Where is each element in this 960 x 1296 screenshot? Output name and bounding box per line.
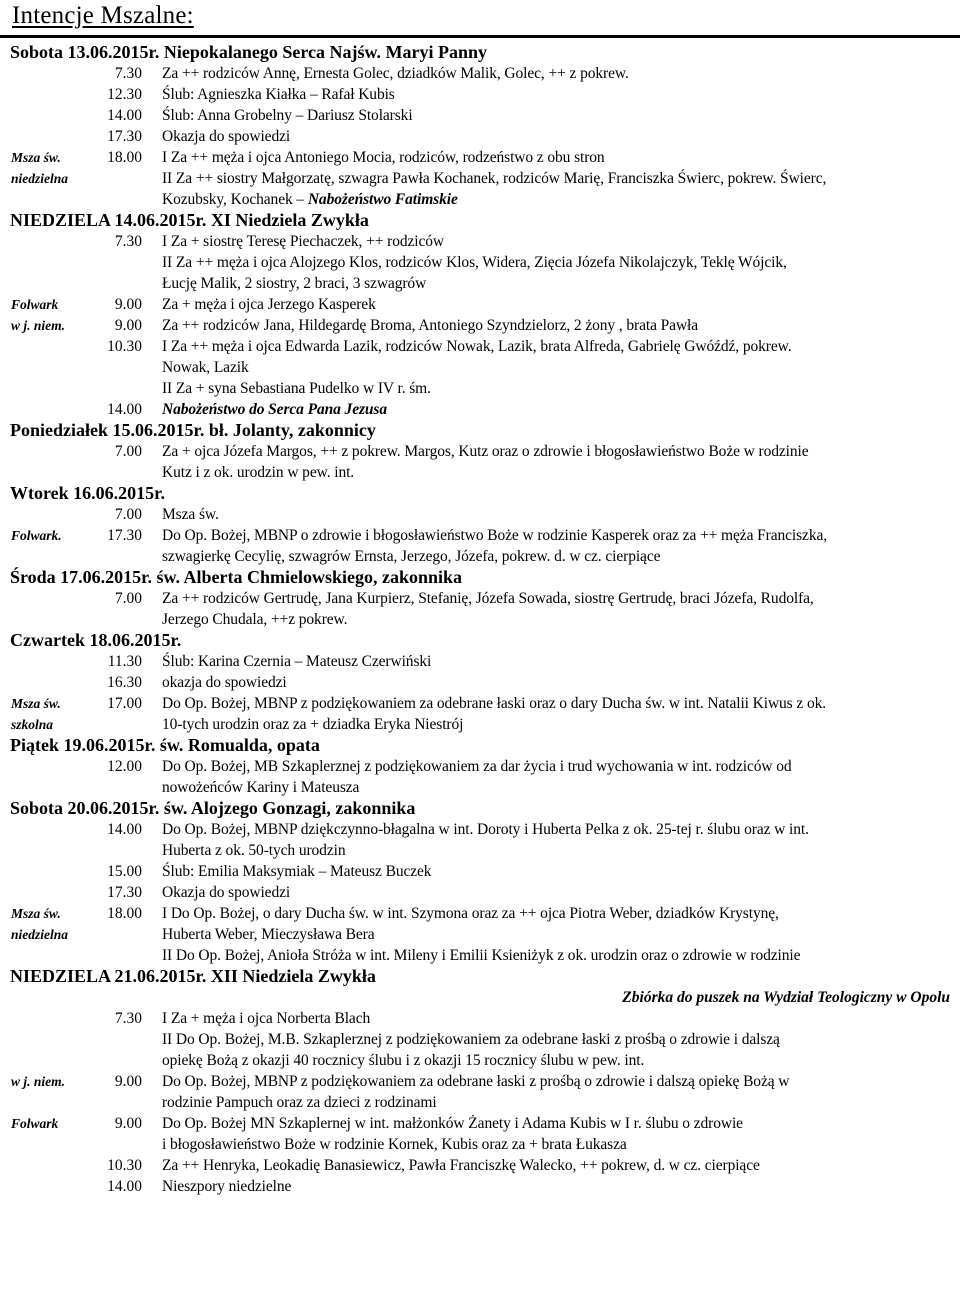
intention-text <box>162 903 952 966</box>
intention-entry <box>0 231 960 294</box>
intention-entry <box>0 693 960 735</box>
mass-time: 10.30 <box>107 1157 142 1174</box>
intention-text <box>162 1113 952 1155</box>
day-header: Czwartek 18.06.2015r. <box>10 630 182 650</box>
intention-entry <box>0 126 960 147</box>
mass-time: 16.30 <box>107 674 142 691</box>
intention-line: Za ++ rodziców Annę, Ernesta Golec, dziadków Malik, Golec, ++ z pokrew. <box>162 65 629 82</box>
intention-line: I Za ++ męża i ojca Antoniego Mocia, rodziców, rodzeństwo z obu stron <box>162 149 605 166</box>
intention-text <box>162 147 952 210</box>
intention-entry <box>0 147 960 210</box>
devotion-name: Nabożeństwo Fatimskie <box>307 191 458 208</box>
intention-line: II Do Op. Bożej, Anioła Stróża w int. Mileny i Emilii Ksieniżyk z ok. urodzin oraz o zdrowie w rodzinie <box>162 947 801 964</box>
mass-time: 7.00 <box>114 443 142 460</box>
intention-entry <box>0 1155 960 1176</box>
collection-note: Zbiórka do puszek na Wydział Teologiczny w Opolu <box>622 989 950 1006</box>
intention-line: II Do Op. Bożej, M.B. Szkaplerznej z podziękowaniem za odebrane łaski z prośbą o zdrowie i dalszą <box>162 1031 780 1048</box>
mass-note: w j. niem. <box>11 318 66 333</box>
intention-entry <box>0 1008 960 1071</box>
intention-line: Za ++ rodziców Jana, Hildegardę Broma, Antoniego Szyndzielorz, 2 żony , brata Pawła <box>162 317 699 334</box>
intention-text <box>162 672 952 693</box>
mass-note: Folwark <box>11 297 59 312</box>
day-header: Poniedziałek 15.06.2015r. bł. Jolanty, zakonnicy <box>10 420 376 440</box>
mass-time: 17.30 <box>107 128 142 145</box>
mass-intentions-schedule <box>0 42 960 1197</box>
mass-note: Folwark <box>11 1116 59 1131</box>
mass-time: 17.00 <box>107 695 142 712</box>
intention-line: szwagierkę Cecylię, szwagrów Ernsta, Jerzego, Józefa, pokrew. d. w cz. cierpiące <box>162 548 661 565</box>
mass-note: Folwark. <box>11 528 62 543</box>
intention-text <box>162 693 952 735</box>
mass-time: 9.00 <box>114 1115 142 1132</box>
day-header: Wtorek 16.06.2015r. <box>10 483 165 503</box>
intention-text <box>162 504 952 525</box>
day-section <box>0 483 960 567</box>
intention-entry <box>0 882 960 903</box>
mass-note: Msza św. <box>11 906 61 921</box>
intention-text <box>162 1071 952 1113</box>
intention-text <box>162 231 952 294</box>
intention-text <box>162 819 952 861</box>
intention-line: Do Op. Bożej, MB Szkaplerznej z podziękowaniem za dar życia i trud wychowania w int. rodziców od <box>162 758 792 775</box>
intention-line <box>162 399 952 420</box>
mass-time: 17.30 <box>107 884 142 901</box>
mass-time: 11.30 <box>107 653 142 670</box>
mass-note: szkolna <box>11 717 54 732</box>
day-header: Sobota 20.06.2015r. św. Alojzego Gonzagi, zakonnika <box>10 798 416 818</box>
intention-text <box>162 105 952 126</box>
intention-line: Za ++ Henryka, Leokadię Banasiewicz, Pawła Franciszkę Walecko, ++ pokrew, d. w cz. cierpiące <box>162 1157 760 1174</box>
mass-time: 12.00 <box>107 758 142 775</box>
intention-text <box>162 315 952 336</box>
intention-line: Huberta z ok. 50-tych urodzin <box>162 842 346 859</box>
mass-time: 10.30 <box>107 338 142 355</box>
intention-line: Ślub: Karina Czernia – Mateusz Czerwiński <box>162 653 432 670</box>
intention-line-text: Kozubsky, Kochanek – <box>162 191 308 208</box>
mass-time: 14.00 <box>107 401 142 418</box>
intention-entry <box>0 756 960 798</box>
intention-line: opiekę Bożą z okazji 40 rocznicy ślubu i z okazji 15 rocznicy ślubu w pew. int. <box>162 1052 645 1069</box>
intention-line <box>162 189 952 210</box>
intention-text <box>162 1176 952 1197</box>
intention-entry <box>0 504 960 525</box>
day-section <box>0 420 960 483</box>
day-section <box>0 630 960 735</box>
mass-time: 7.00 <box>114 506 142 523</box>
intention-line: Okazja do spowiedzi <box>162 128 291 145</box>
intention-entry <box>0 819 960 861</box>
intention-entry <box>0 588 960 630</box>
intention-text <box>162 651 952 672</box>
intention-text <box>162 588 952 630</box>
intention-line: Nieszpory niedzielne <box>162 1178 292 1195</box>
intention-line: II Za ++ męża i ojca Alojzego Klos, rodziców Klos, Widera, Zięcia Józefa Nikolajczyk, Teklę Wójcik, <box>162 254 787 271</box>
intention-entry <box>0 651 960 672</box>
intention-entry <box>0 441 960 483</box>
intention-text <box>162 63 952 84</box>
intention-entry <box>0 525 960 567</box>
intention-text <box>162 126 952 147</box>
mass-time: 17.30 <box>107 527 142 544</box>
intention-line: Za + ojca Józefa Margos, ++ z pokrew. Margos, Kutz oraz o zdrowie i błogosławieństwo Boże w rodzinie <box>162 443 809 460</box>
intention-line: I Za ++ męża i ojca Edwarda Lazik, rodziców Nowak, Lazik, brata Alfreda, Gabrielę Gwóźdź, pokrew. <box>162 338 792 355</box>
mass-time: 14.00 <box>107 821 142 838</box>
day-section <box>0 42 960 210</box>
mass-time: 12.30 <box>107 86 142 103</box>
mass-time: 7.00 <box>114 590 142 607</box>
intention-line: Do Op. Bożej, MBNP z podziękowaniem za odebrane łaski z prośbą o zdrowie i dalszą opiekę Bożą w <box>162 1073 790 1090</box>
intention-text <box>162 441 952 483</box>
day-header: NIEDZIELA 21.06.2015r. XII Niedziela Zwykła <box>10 966 376 986</box>
intention-line: Za ++ rodziców Gertrudę, Jana Kurpierz, Stefanię, Józefa Sowada, siostrę Gertrudę, braci Józefa, Rudolfa, <box>162 590 814 607</box>
intention-text <box>162 294 952 315</box>
intention-entry <box>0 63 960 84</box>
day-section <box>0 966 960 1197</box>
intention-line: I Do Op. Bożej, o dary Ducha św. w int. Szymona oraz za ++ ojca Piotra Weber, dziadków Krystynę, <box>162 905 779 922</box>
day-header: Sobota 13.06.2015r. Niepokalanego Serca Najśw. Maryi Panny <box>10 42 488 62</box>
mass-note: w j. niem. <box>11 1074 66 1089</box>
intention-entry <box>0 399 960 420</box>
mass-note: niedzielna <box>11 927 69 942</box>
intention-text <box>162 1008 952 1071</box>
mass-note: niedzielna <box>11 171 69 186</box>
intention-entry <box>0 294 960 315</box>
intention-line: Za + męża i ojca Jerzego Kasperek <box>162 296 376 313</box>
intention-line: Okazja do spowiedzi <box>162 884 291 901</box>
title-divider <box>0 35 960 38</box>
intention-line: Do Op. Bożej, MBNP dziękczynno-błagalna w int. Doroty i Huberta Pelka z ok. 25-tej r. ślubu oraz w int. <box>162 821 809 838</box>
intention-text <box>162 861 952 882</box>
intention-line: Do Op. Bożej, MBNP z podziękowaniem za odebrane łaski oraz o dary Ducha św. w int. Natalii Kiwus z ok. <box>162 695 827 712</box>
intention-entry <box>0 336 960 399</box>
mass-time: 15.00 <box>107 863 142 880</box>
mass-time: 14.00 <box>107 107 142 124</box>
intention-line: 10-tych urodzin oraz za + dziadka Eryka Niestrój <box>162 716 464 733</box>
page-title: Intencje Mszalne: <box>12 2 194 29</box>
intention-line: II Za + syna Sebastiana Pudelko w IV r. śm. <box>162 380 431 397</box>
intention-line: rodzinie Pampuch oraz za dzieci z rodzinami <box>162 1094 437 1111</box>
intention-line: Łucję Malik, 2 siostry, 2 braci, 3 szwagrów <box>162 275 427 292</box>
mass-time: 14.00 <box>107 1178 142 1195</box>
intention-line: I Za + męża i ojca Norberta Blach <box>162 1010 371 1027</box>
mass-time: 7.30 <box>114 1010 142 1027</box>
day-header: Piątek 19.06.2015r. św. Romualda, opata <box>10 735 320 755</box>
intention-text <box>162 1155 952 1176</box>
intention-text <box>162 399 952 420</box>
day-section <box>0 567 960 630</box>
devotion-name: Nabożeństwo do Serca Pana Jezusa <box>162 401 388 418</box>
intention-line: II Za ++ siostry Małgorzatę, szwagra Pawła Kochanek, rodziców Marię, Franciszka Świerc, pokrew. Świerc, <box>162 170 827 187</box>
intention-entry <box>0 1176 960 1197</box>
intention-line: Do Op. Bożej MN Szkaplernej w int. małżonków Żanety i Adama Kubis w I r. ślubu o zdrowie <box>162 1115 743 1132</box>
day-header: Środa 17.06.2015r. św. Alberta Chmielowskiego, zakonnika <box>10 567 463 587</box>
intention-entry <box>0 1113 960 1155</box>
intention-line: Nowak, Lazik <box>162 359 249 376</box>
mass-time: 18.00 <box>107 905 142 922</box>
mass-time: 9.00 <box>114 317 142 334</box>
mass-time: 7.30 <box>114 65 142 82</box>
mass-note: Msza św. <box>11 696 61 711</box>
intention-entry <box>0 903 960 966</box>
day-section <box>0 798 960 966</box>
mass-time: 9.00 <box>114 1073 142 1090</box>
day-section <box>0 210 960 420</box>
intention-entry <box>0 315 960 336</box>
intention-text <box>162 84 952 105</box>
intention-line: okazja do spowiedzi <box>162 674 287 691</box>
mass-time: 9.00 <box>114 296 142 313</box>
intention-text <box>162 882 952 903</box>
mass-time: 7.30 <box>114 233 142 250</box>
intention-line: nowożeńców Kariny i Mateusza <box>162 779 360 796</box>
intention-line: Jerzego Chudala, ++z pokrew. <box>162 611 348 628</box>
day-section <box>0 735 960 798</box>
intention-line: i błogosławieństwo Boże w rodzinie Kornek, Kubis oraz za + brata Łukasza <box>162 1136 627 1153</box>
mass-note: Msza św. <box>11 150 61 165</box>
intention-line: Ślub: Agnieszka Kiałka – Rafał Kubis <box>162 86 395 103</box>
intention-text <box>162 525 952 567</box>
intention-entry <box>0 861 960 882</box>
intention-line: Do Op. Bożej, MBNP o zdrowie i błogosławieństwo Boże w rodzinie Kasperek oraz za ++ męża Franciszka, <box>162 527 828 544</box>
intention-line: Ślub: Emilia Maksymiak – Mateusz Buczek <box>162 863 432 880</box>
intention-entry <box>0 1071 960 1113</box>
intention-entry <box>0 672 960 693</box>
intention-line: Kutz i z ok. urodzin w pew. int. <box>162 464 355 481</box>
mass-time: 18.00 <box>107 149 142 166</box>
intention-entry <box>0 105 960 126</box>
intention-line: Ślub: Anna Grobelny – Dariusz Stolarski <box>162 107 413 124</box>
day-header: NIEDZIELA 14.06.2015r. XI Niedziela Zwykła <box>10 210 369 230</box>
intention-text <box>162 756 952 798</box>
intention-text <box>162 336 952 399</box>
intention-line: Msza św. <box>162 506 219 523</box>
intention-line: I Za + siostrę Teresę Piechaczek, ++ rodziców <box>162 233 445 250</box>
intention-line: Huberta Weber, Mieczysława Bera <box>162 926 375 943</box>
intention-entry <box>0 84 960 105</box>
